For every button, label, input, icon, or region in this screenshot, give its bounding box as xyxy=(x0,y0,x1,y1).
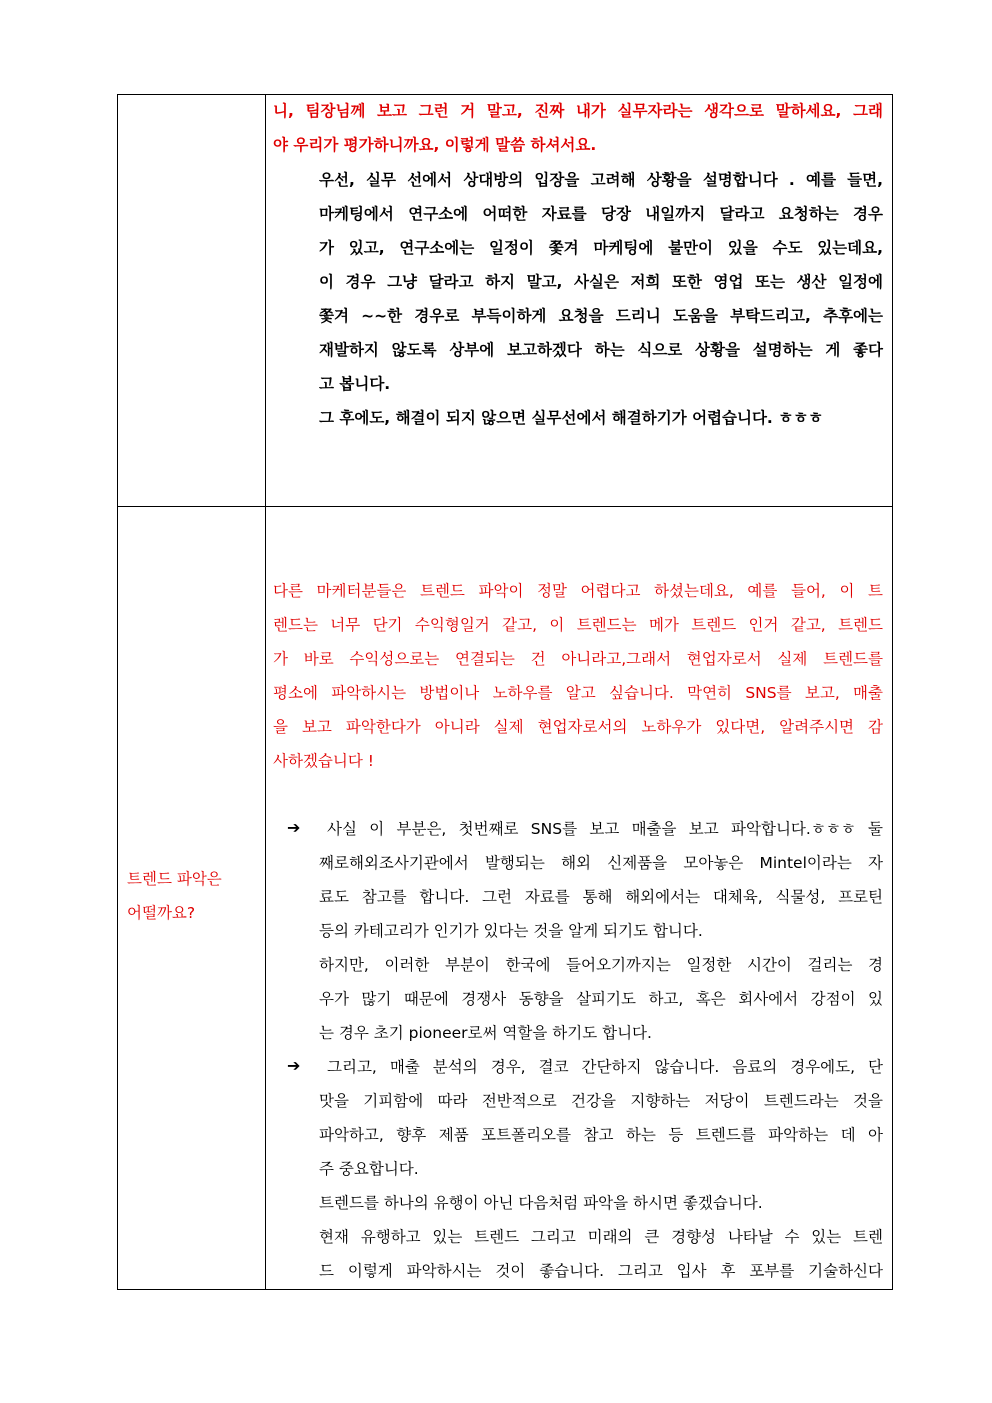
row2-answer1-line-7: 는 경우 초기 pioneer로써 역할을 하기도 합니다. xyxy=(319,1024,652,1042)
row2-answer1-line-6: 우가 많기 때문에 경쟁사 동향을 살피기도 하고, 혹은 회사에서 강점이 있 xyxy=(319,990,883,1008)
row2-answer1-line-5: 하지만, 이러한 부분이 한국에 들어오기까지는 일정한 시간이 걸리는 경 xyxy=(319,956,883,974)
row2-answer1-line-1: 사실 이 부분은, 첫번째로 SNS를 보고 매출을 보고 파악합니다.ㅎㅎㅎ 둘 xyxy=(327,820,883,838)
row2-question-line-3: 가 바로 수익성으로는 연결되는 건 아니라고,그래서 현업자로서 실제 트렌드를 xyxy=(273,650,883,668)
row2-answer2-line-5: 트렌드를 하나의 유행이 아닌 다음처럼 파악을 하시면 좋겠습니다. xyxy=(319,1194,763,1212)
row2-answer1-line-2: 째로해외조사기관에서 발행되는 해외 신제품을 모아놓은 Mintel이라는 자 xyxy=(319,854,883,872)
row2-answer2-line-4: 주 중요합니다. xyxy=(319,1160,419,1178)
row2-answer2-line-7: 드 이렇게 파악하시는 것이 좋습니다. 그리고 입사 후 포부를 기술하신다 xyxy=(319,1262,883,1280)
row2-answer1-line-4: 등의 카테고리가 인기가 있다는 것을 알게 되기도 합니다. xyxy=(319,922,703,940)
column-divider xyxy=(265,95,266,1289)
row2-question-line-4: 평소에 파악하시는 방법이나 노하우를 알고 싶습니다. 막연히 SNS를 보고, 매출 xyxy=(273,684,883,702)
row-divider xyxy=(118,506,892,507)
row2-answer2-line-2: 맛을 기피함에 따라 전반적으로 건강을 지향하는 저당이 트렌드라는 것을 xyxy=(319,1092,883,1110)
row1-question-line-1: 니, 팀장님께 보고 그런 거 말고, 진짜 내가 실무자라는 생각으로 말하세요, 그래 xyxy=(273,102,883,120)
row1-answer-line-3: 가 있고, 연구소에는 일정이 쫓겨 마케팅에 불만이 있을 수도 있는데요, xyxy=(319,239,883,257)
row2-question-line-6: 사하겠습니다 ! xyxy=(273,752,374,770)
row1-answer-line-2: 마케팅에서 연구소에 어떠한 자료를 당장 내일까지 달라고 요청하는 경우 xyxy=(319,205,883,223)
row1-answer-line-8: 그 후에도, 해결이 되지 않으면 실무선에서 해결하기가 어렵습니다. ㅎㅎㅎ xyxy=(319,409,824,427)
row2-label-line-2: 어떨까요? xyxy=(127,904,196,922)
row1-question-line-2: 야 우리가 평가하니까요, 이렇게 말씀 하셔서요. xyxy=(273,136,597,154)
row2-question-line-1: 다른 마케터분들은 트렌드 파악이 정말 어렵다고 하셨는데요, 예를 들어, 이 트 xyxy=(273,582,883,600)
row2-question-line-5: 을 보고 파악한다가 아니라 실제 현업자로서의 노하우가 있다면, 알려주시면 감 xyxy=(273,718,883,736)
row1-answer-line-4: 이 경우 그냥 달라고 하지 말고, 사실은 저희 또한 영업 또는 생산 일정에 xyxy=(319,273,883,291)
row1-answer-line-6: 재발하지 않도록 상부에 보고하겠다 하는 식으로 상황을 설명하는 게 좋다 xyxy=(319,341,883,359)
row1-answer-line-5: 쫓겨 ~~한 경우로 부득이하게 요청을 드리니 도움을 부탁드리고, 추후에는 xyxy=(319,307,883,325)
row1-answer-line-7: 고 봅니다. xyxy=(319,375,391,393)
row2-answer1-line-3: 료도 참고를 합니다. 그런 자료를 통해 해외에서는 대체육, 식물성, 프로틴 xyxy=(319,888,883,906)
row2-answer2-line-1: 그리고, 매출 분석의 경우, 결코 간단하지 않습니다. 음료의 경우에도, 단 xyxy=(327,1058,883,1076)
row1-answer-line-1: 우선, 실무 선에서 상대방의 입장을 고려해 상황을 설명합니다 . 예를 들면, xyxy=(319,171,883,189)
row2-answer2-line-3: 파악하고, 향후 제품 포트폴리오를 참고 하는 등 트렌드를 파악하는 데 아 xyxy=(319,1126,883,1144)
arrow-icon: ➔ xyxy=(287,1056,301,1075)
arrow-icon: ➔ xyxy=(287,818,301,837)
row2-answer2-line-6: 현재 유행하고 있는 트렌드 그리고 미래의 큰 경향성 나타날 수 있는 트렌 xyxy=(319,1228,883,1246)
row2-label-line-1: 트렌드 파악은 xyxy=(127,870,222,888)
row2-question-line-2: 렌드는 너무 단기 수익형일거 같고, 이 트렌드는 메가 트렌드 인거 같고, 트렌드 xyxy=(273,616,883,634)
